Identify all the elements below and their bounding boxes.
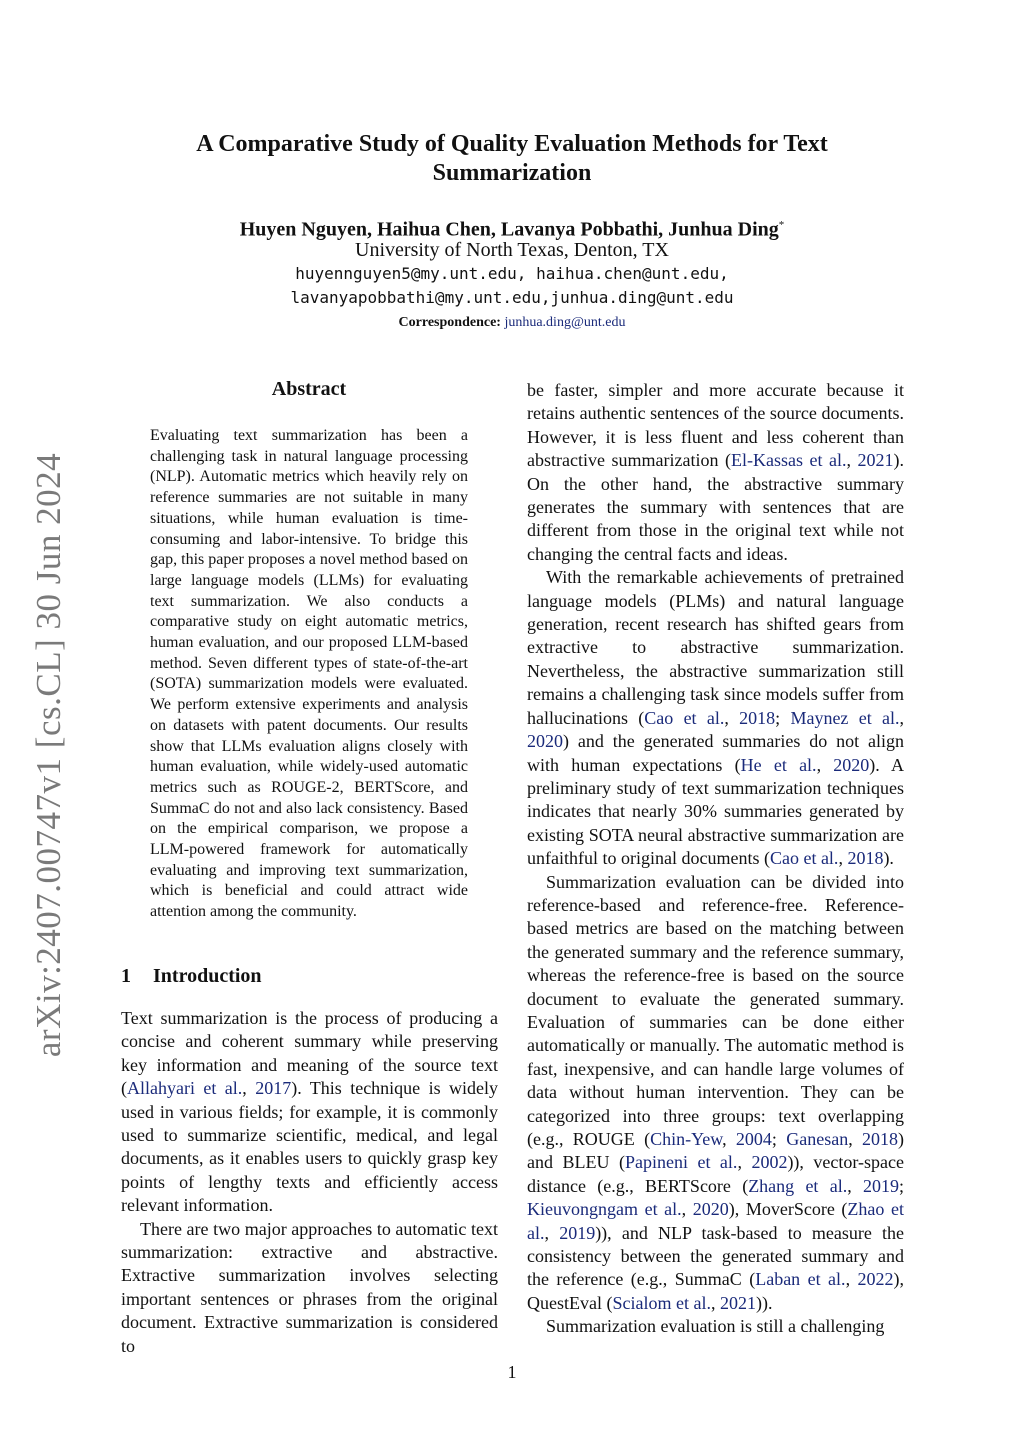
citation-year-link[interactable]: 2021 bbox=[719, 1292, 756, 1313]
introduction-heading bbox=[121, 965, 501, 988]
citation-link[interactable]: Cao et al. bbox=[769, 848, 839, 869]
citation-year-link[interactable]: 2022 bbox=[857, 1269, 894, 1290]
citation-year-link[interactable]: 2018 bbox=[862, 1129, 898, 1149]
citation-link[interactable]: Laban et al. bbox=[755, 1269, 846, 1290]
left-column-body bbox=[121, 1007, 498, 1358]
page-number: 1 bbox=[507, 1362, 517, 1382]
section-number: 1 bbox=[121, 965, 131, 987]
citation-link[interactable]: Papineni et al. bbox=[624, 1152, 738, 1173]
paper-title: A Comparative Study of Quality Evaluation Methods for Text Summarization bbox=[196, 131, 828, 186]
correspondence-label: Correspondence: bbox=[398, 315, 501, 330]
citation-link[interactable]: He et al. bbox=[740, 754, 817, 775]
arxiv-identifier-stamp bbox=[26, 452, 72, 1058]
citation-link[interactable]: El-Kassas et al. bbox=[730, 450, 847, 471]
intro-paragraph-2: There are two major approaches to automatic text summarization: extractive and abstractive. Extractive summarization involves selecting important sentences or phrases from the original document. Extractive summarization is considered to bbox=[121, 1218, 498, 1356]
citation-link[interactable]: Scialom et al. bbox=[612, 1292, 711, 1313]
citation-link[interactable]: Chin-Yew bbox=[650, 1129, 723, 1149]
citation-link[interactable]: Cao et al. bbox=[644, 707, 725, 728]
arxiv-identifier-text: arXiv:2407.00747v1 [cs.CL] 30 Jun 2024 bbox=[29, 452, 69, 1058]
abstract-text: Evaluating text summarization has been a challenging task in natural language processing (NLP). Automatic metrics which heavily rely on reference summaries are not suitable in many situations, while human evaluation is time-consuming and labor-intensive. To bridge this gap, this paper proposes a novel method based on large language models (LLMs) for evaluating text summarization. We also conducts a comparative study on eight automatic metrics, human evaluation, and our proposed LLM-based method. Seven different types of state-of-the-art (SOTA) summarization models were evaluated. We perform extensive experiments and analysis on datasets with patent documents. Our results show that LLMs evaluation aligns closely with human evaluation, while widely-used automatic metrics such as ROUGE-2, BERTScore, and SummaC do not and also lack consistency. Based on the empirical comparison, we propose a LLM-powered framework for automatically evaluating and improving text summarization, which is beneficial and could attract wide attention among the community. bbox=[150, 427, 468, 921]
intro-paragraph-4: Summarization evaluation can be divided into reference-based and reference-free. Reference-based metrics are based on the matching between the generated summary and the reference summary, whereas the reference-free is based on the source document to evaluate the generated summary. Evaluation of summaries can be done either automatically or manually. The automatic method is fast, inexpensive, and can handle large volumes of data without human intervention. They can be categorized into three groups: text overlapping (e.g., ROUGE (Chin-Yew, 2004; Ganesan, 2018) and BLEU (Papineni et al., 2002)), vector-space distance (e.g., BERTScore (Zhang et al., 2019; Kieuvongngam et al., 2020), MoverScore (Zhao et al., 2019)), and NLP task-based to measure the consistency between the generated summary and the reference (e.g., SummaC (Laban et al., 2022), QuestEval (Scialom et al., 2021)). bbox=[527, 871, 905, 1313]
citation-year-link[interactable]: 2004 bbox=[735, 1129, 772, 1149]
correspondence-line bbox=[150, 313, 874, 333]
citation-year-link[interactable]: 2019 bbox=[559, 1222, 596, 1243]
citation-year-link[interactable]: 2020 bbox=[833, 754, 870, 775]
citation-link[interactable]: Ganesan bbox=[786, 1129, 849, 1149]
affiliation: University of North Texas, Denton, TX bbox=[355, 239, 669, 261]
author-names: Huyen Nguyen, Haihua Chen, Lavanya Pobbathi, Junhua Ding bbox=[239, 218, 779, 241]
section-title: Introduction bbox=[153, 965, 262, 987]
citation-year-link[interactable]: 2017 bbox=[255, 1078, 292, 1099]
citation-link[interactable]: Zhao et al. bbox=[527, 1199, 904, 1243]
citation-year-link[interactable]: 2018 bbox=[847, 848, 884, 869]
citation-year-link[interactable]: 2019 bbox=[863, 1175, 899, 1196]
citation-link[interactable]: Zhang et al. bbox=[748, 1175, 848, 1196]
citation-year-link[interactable]: 2002 bbox=[751, 1152, 788, 1173]
citation-year-link[interactable]: 2020 bbox=[692, 1199, 729, 1220]
intro-paragraph-2-continued: be faster, simpler and more accurate because it retains authentic sentences of the source documents. However, it is less fluent and less coherent than abstractive summarization (El-Kassas et al., 2021). On the other hand, the abstractive summary generates the summary with sentences that are different from those in the original text while not changing the central facts and ideas. bbox=[527, 380, 905, 564]
intro-paragraph-3: With the remarkable achievements of pretrained language models (PLMs) and natural language generation, recent research has shifted gears from extractive to abstractive summarization. Nevertheless, the abstractive summarization still remains a challenging task since models suffer from hallucinations (Cao et al., 2018; Maynez et al., 2020) and the generated summaries do not align with human expectations (He et al., 2020). A preliminary study of text summarization techniques indicates that nearly 30% summaries generated by existing SOTA neural abstractive summarization are unfaithful to original documents (Cao et al., 2018). bbox=[527, 567, 905, 869]
author-emails-line-1: huyennguyen5@my.unt.edu, haihua.chen@unt.edu, bbox=[295, 264, 729, 283]
citation-link[interactable]: Allahyari et al. bbox=[127, 1078, 243, 1099]
citation-year-link[interactable]: 2021 bbox=[857, 450, 894, 471]
abstract-heading: Abstract bbox=[271, 378, 347, 400]
author-emails-line-2: lavanyapobbathi@my.unt.edu,junhua.ding@unt.edu bbox=[290, 288, 734, 307]
intro-paragraph-1: Text summarization is the process of producing a concise and coherent summary while preserving key information and meaning of the source text (Allahyari et al., 2017). This technique is widely used in various fields; for example, it is commonly used to summarize scientific, medical, and legal documents, as it enables users to quickly grasp key points of lengthy texts and efficiently access relevant information. bbox=[121, 1008, 498, 1216]
citation-link[interactable]: Kieuvongngam et al. bbox=[527, 1199, 682, 1220]
intro-paragraph-5: Summarization evaluation is still a challenging bbox=[546, 1316, 885, 1337]
citation-link[interactable]: Maynez et al. bbox=[790, 707, 900, 728]
correspondence-email-link[interactable]: junhua.ding@unt.edu bbox=[504, 315, 626, 330]
corresponding-author-mark: * bbox=[778, 219, 785, 231]
citation-year-link[interactable]: 2018 bbox=[739, 707, 776, 728]
citation-year-link[interactable]: 2020 bbox=[527, 731, 563, 752]
right-column-body bbox=[527, 379, 904, 1339]
